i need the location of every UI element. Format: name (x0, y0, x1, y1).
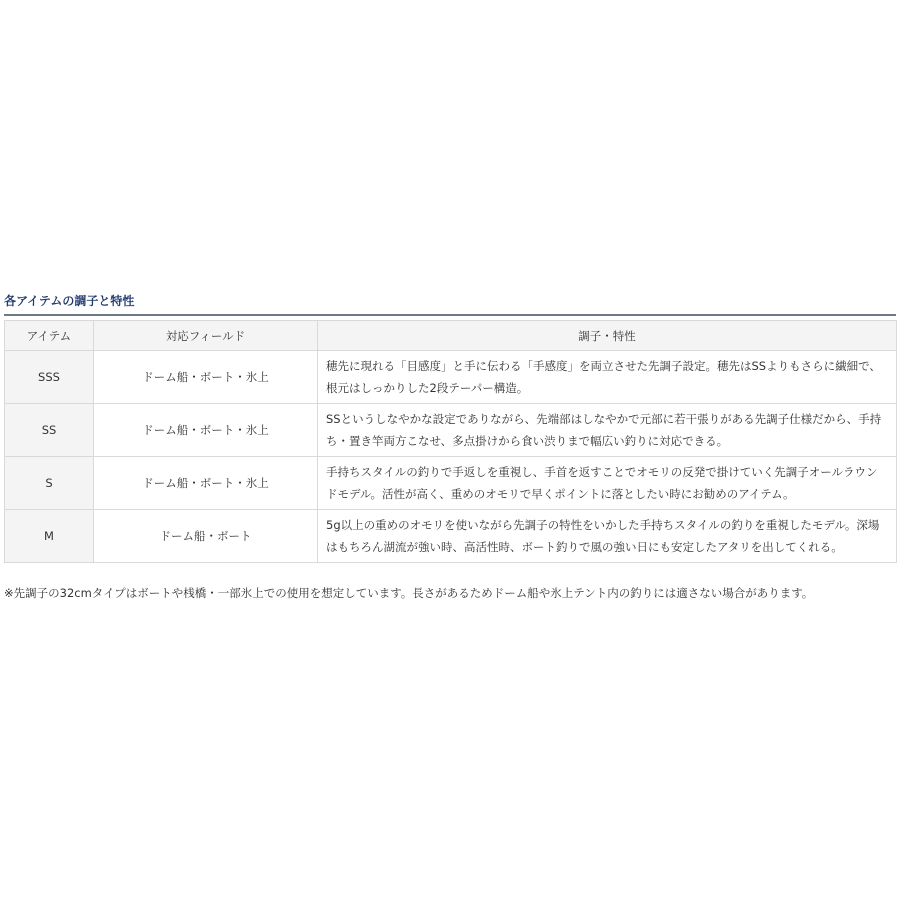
footnote: ※先調子の32cmタイプはボートや桟橋・一部氷上での使用を想定しています。長さがあるためドーム船や氷上テント内の釣りには適さない場合があります。 (4, 586, 814, 600)
description-cell: 穂先に現れる「目感度」と手に伝わる「手感度」を両立させた先調子設定。穂先はSSよりもさらに繊細で、根元はしっかりした2段テーパー構造。 (318, 351, 897, 404)
field-cell: ドーム船・ボート・氷上 (94, 404, 318, 457)
table-row (5, 351, 897, 404)
item-cell: SS (5, 404, 94, 457)
column-header-characteristics: 調子・特性 (318, 321, 897, 351)
column-header-field: 対応フィールド (94, 321, 318, 351)
field-cell: ドーム船・ボート・氷上 (94, 351, 318, 404)
table-row (5, 404, 897, 457)
spec-table (4, 320, 897, 563)
section-title: 各アイテムの調子と特性 (4, 294, 135, 308)
description-cell: 手持ちスタイルの釣りで手返しを重視し、手首を返すことでオモリの反発で掛けていく先調子オールラウンドモデル。活性が高く、重めのオモリで早くポイントに落としたい時にお勧めのアイテム。 (318, 457, 897, 510)
column-header-item: アイテム (5, 321, 94, 351)
item-cell: M (5, 510, 94, 563)
item-cell: SSS (5, 351, 94, 404)
description-cell: 5g以上の重めのオモリを使いながら先調子の特性をいかした手持ちスタイルの釣りを重視したモデル。深場はもちろん湖流が強い時、高活性時、ボート釣りで風の強い日にも安定したアタリを出してくれる。 (318, 510, 897, 563)
field-cell: ドーム船・ボート (94, 510, 318, 563)
table-header-row (5, 321, 897, 351)
spec-section (4, 290, 896, 563)
table-row (5, 457, 897, 510)
table-row (5, 510, 897, 563)
field-cell: ドーム船・ボート・氷上 (94, 457, 318, 510)
title-divider (4, 314, 896, 316)
description-cell: SSというしなやかな設定でありながら、先端部はしなやかで元部に若干張りがある先調子仕様だから、手持ち・置き竿両方こなせ、多点掛けから食い渋りまで幅広い釣りに対応できる。 (318, 404, 897, 457)
item-cell: S (5, 457, 94, 510)
